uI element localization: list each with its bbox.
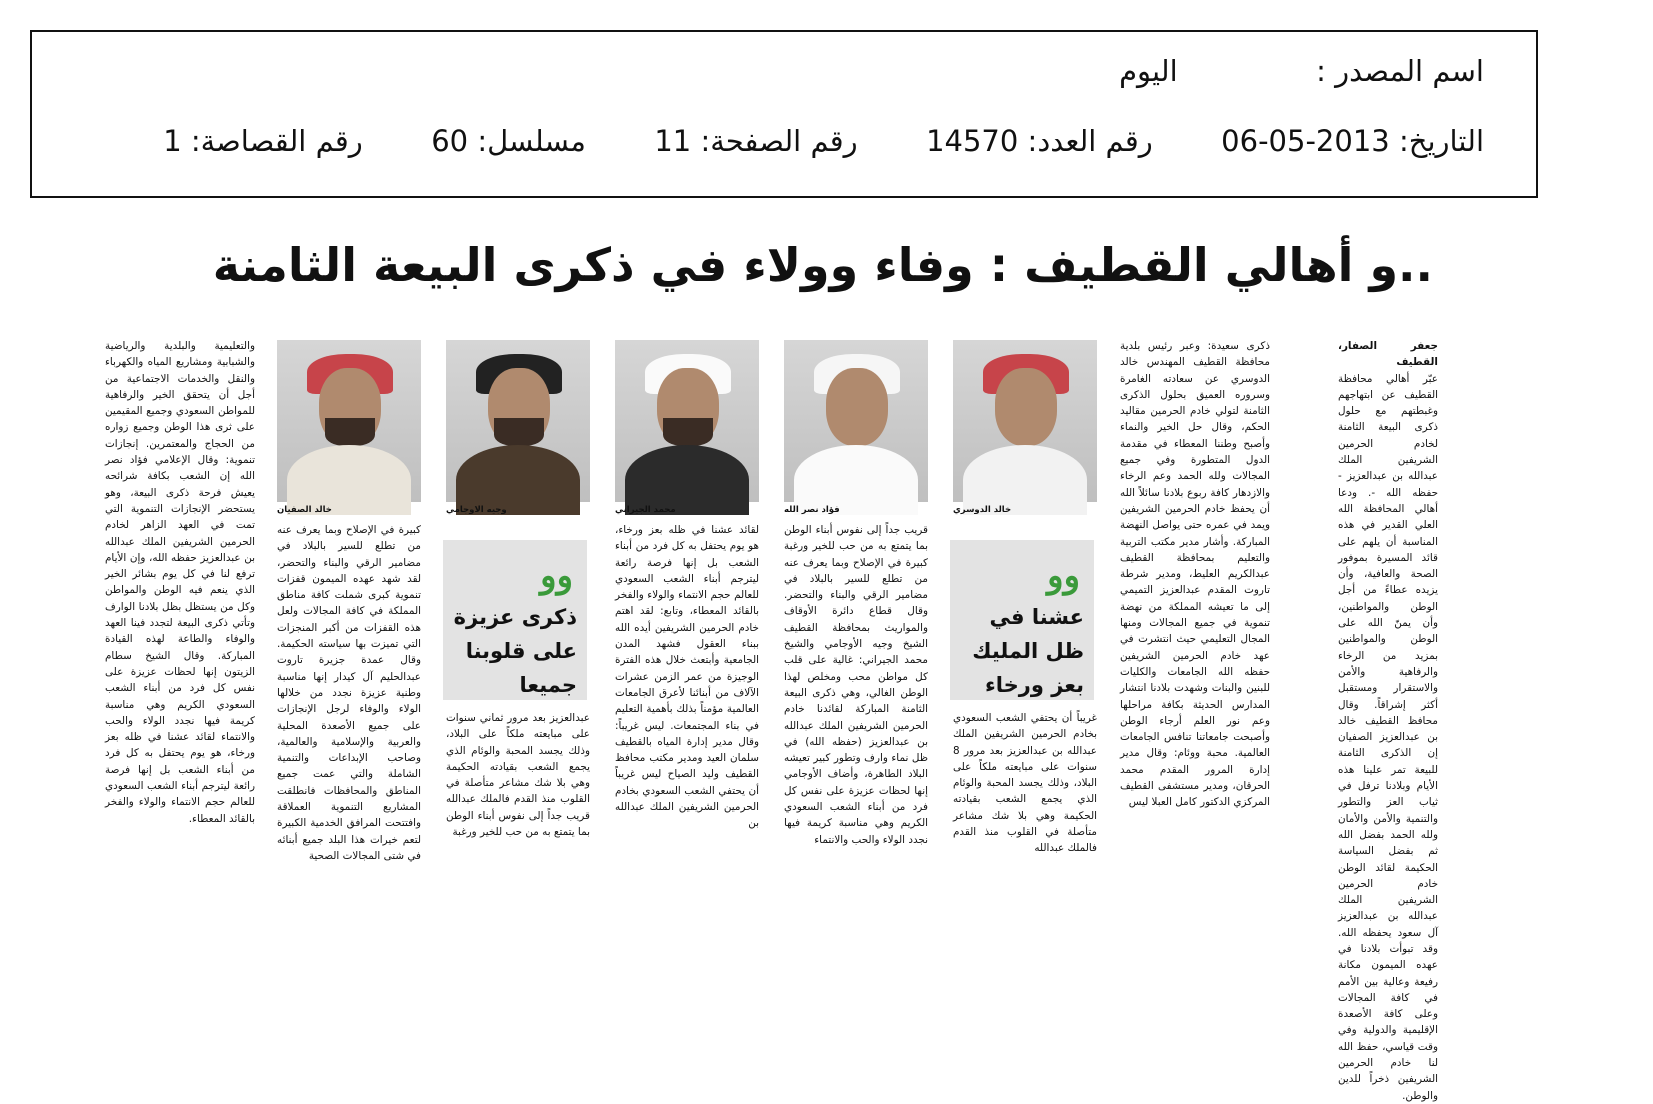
text-column-3 bbox=[953, 710, 1097, 870]
quote-mark-icon: وو bbox=[540, 556, 573, 596]
photo-caption-3: محمد الجيراني bbox=[615, 505, 676, 515]
date-value: 2013-05-06 bbox=[1221, 124, 1390, 158]
date-label: التاريخ: bbox=[1398, 124, 1484, 158]
pull-quote-1 bbox=[950, 540, 1094, 700]
pull-quote-2 bbox=[443, 540, 587, 700]
source-row bbox=[1119, 54, 1484, 88]
text-column-7 bbox=[277, 522, 421, 867]
article-headline: ..و أهالي القطيف : وفاء وولاء في ذكرى البيعة الثامنة bbox=[212, 238, 1433, 292]
photo-caption-1: خالد الدوسري bbox=[953, 505, 1012, 515]
source-info-box bbox=[30, 30, 1538, 198]
clip-value: 1 bbox=[163, 124, 182, 158]
portrait-photo-4 bbox=[446, 340, 590, 502]
text-column-4 bbox=[784, 522, 928, 867]
quote-text: ذكرى عزيزة على قلوبنا جميعا bbox=[453, 605, 577, 697]
page-value: 11 bbox=[654, 124, 692, 158]
text-column-2 bbox=[1120, 338, 1270, 878]
issue-label: رقم العدد: bbox=[1027, 124, 1153, 158]
quote-text: عشنا في ظل المليك بعز ورخاء bbox=[972, 605, 1084, 697]
quote-mark-icon: وو bbox=[1047, 556, 1080, 596]
text-column-5 bbox=[615, 522, 759, 867]
issue-value: 14570 bbox=[926, 124, 1019, 158]
photo-caption-2: فؤاد نصر الله bbox=[784, 505, 840, 515]
text-column-6 bbox=[446, 710, 590, 870]
source-label: اسم المصدر : bbox=[1316, 54, 1484, 88]
column-text: ذكرى سعيدة: وعبر رئيس بلدية محافظة القطيف المهندس خالد الدوسري عن سعادته الغامرة وسروره العميق بحلول الذكرى الثامنة لتولي خادم الحرمين مقاليد الحكم، وقال حل الخير والنماء وأصبح وطننا المعطاء في مقدمة الدول المتطورة وفي جميع المجالات ولله الحمد وعم الرخاء والازدهار كافة ربوع بلادنا سائلاً الله أن يحفظ خادم الحرمين الشريفين ويمد في عمره حتى يواصل النهضة المباركة. وأشار مدير مكتب التربية والتعليم بمحافظة القطيف عبدالكريم العليط، ومدير شرطة تاروت المقدم عبدالعزيز التميمي إلى ما تعيشه المملكة من نهضة تنموية في جميع المجالات ومنها المجال التعليمي حيث انتشرت في عهد خادم الحرمين الشريفين حفظه الله الجامعات والكليات للبنين والبنات وشهدت بلادنا انتشار المدارس الحديثة بكافة مراحلها وعم نور العلم أرجاء الوطن وأصبحت جامعاتنا تنافس الجامعات العالمية. محبة ووئام: وقال مدير إدارة المرور المقدم محمد الحرقان، ومدير مستشفى القطيف المركزي الدكتور كامل العبلا ليس bbox=[1120, 340, 1270, 809]
column-text: قريب جداً إلى نفوس أبناء الوطن بما يتمتع به من حب للخير ورغبة كبيرة في الإصلاح وبما يعرف عنه من تطلع للسير بالبلاد في مضامير الرقي والبناء والتحضر. وقال قطاع دائرة الأوقاف والمواريث بمحافظة القطيف الشيخ وجيه الأوجامي والشيخ محمد الجيراني: غالية على قلب كل مواطن محب ومخلص لهذا الوطن الغالي، وهي ذكرى البيعة الثامنة المباركة لقائدنا خادم الحرمين الشريفين الملك عبدالله بن عبدالعزيز (حفظه الله) في ظل نماء وارف وتطور كبير تعيشه البلاد الطاهرة، وأضاف الأوجامي إنها لحظات عزيزة على نفس كل فرد من أبناء الشعب السعودي الكريم وهي مناسبة كريمة فيها نجدد الولاء والحب والانتماء bbox=[784, 524, 928, 846]
serial-value: 60 bbox=[431, 124, 469, 158]
column-text: لقائد عشنا في ظله بعز ورخاء، هو يوم يحتفل به كل فرد من أبناء الشعب بل إنها فرصة رائعة ليترجم أبناء الشعب السعودي للعالم حجم الانتماء والولاء والفخر بالقائد المعطاء، وتابع: لقد اهتم خادم الحرمين الشريفين أيده الله ببناء العقول فشهد المدن الجامعية وأبتعث خلال هذه الفترة الوجيزة من عمر الزمن عشرات الآلاف من أبنائنا لأعرق الجامعات العالمية مؤمناً بذلك بأهمية التعليم في بناء المجتمعات. ليس غريباً: وقال مدير إدارة المياه بالقطيف سلمان العيد ومدير مكتب محافظ القطيف وليد الصياح ليس غريباً أن يحتفي الشعب السعودي بخادم الحرمين الشريفين الملك عبدالله بن bbox=[615, 524, 759, 830]
portrait-photo-3 bbox=[615, 340, 759, 502]
column-text: كبيرة في الإصلاح وبما يعرف عنه من تطلع للسير بالبلاد في مضامير الرقي والبناء والتحضر، لقد شهد عهده الميمون قفزات تنموية كبرى شملت كافة مناطق المملكة في كافة المجالات ولعل هذه القفزات من أكبر المنجزات التي تميزت بها سياسته الحكيمة. وقال عمدة جزيرة تاروت عبدالحليم آل كيدار إنها مناسبة وطنية عزيزة نجدد من خلالها الولاء والوفاء لرجل الإنجازات على جميع الأصعدة المحلية والعربية والإسلامية والعالمية، وصاحب الإبداعات والتنمية الشاملة والتي عمت جميع المناطق والمحافظات فانطلقت المشاريع التنموية العملاقة وافتتحت المرافق الخدمية الكبيرة لتعم خيرات هذا البلد جميع أبنائه في شتى المجالات الصحية bbox=[277, 524, 421, 862]
portrait-photo-2 bbox=[784, 340, 928, 502]
portrait-photo-1 bbox=[953, 340, 1097, 502]
byline: جعفر الصفار، القطيف bbox=[1338, 340, 1438, 369]
text-column-8 bbox=[105, 338, 255, 878]
column-text: عبّر أهالي محافظة القطيف عن ابتهاجهم وغبطتهم مع حلول ذكرى البيعة الثامنة لخادم الحرمين الشريفين الملك عبدالله بن عبدالعزيز - حفظه الله -. ودعا أهالي المحافظة الله العلي القدير في هذه المناسبة أن يلهم على قائد المسيرة بموفور الصحة والعافية، وأن يزيده عطاءً من أجل الوطن والمواطنين، وأن يمنّ الله على الوطن والمواطنين بمزيد من الرخاء والرفاهية والأمن والاستقرار ومستقبل أكثر إشراقاً. وقال محافظ القطيف خالد بن عبدالعزيز الصفيان إن الذكرى الثامنة للبيعة تمر علينا هذه الأيام وبلادنا ترفل في ثياب العز والتطور والتنمية والأمن والأمان ولله الحمد بفضل الله ثم بفضل السياسة الحكيمة لقائد الوطن خادم الحرمين الشريفين الملك عبدالله بن عبدالعزيز آل سعود يحفظه الله. وقد تبوأت بلادنا في عهده الميمون مكانة رفيعة وعالية بين الأمم في كافة المجالات وعلى كافة الأصعدة الإقليمية والدولية وفي وقت قياسي، حفظ الله لنا خادم الحرمين الشريفين ذخراً للدين والوطن. bbox=[1338, 372, 1438, 1102]
clip-label: رقم القصاصة: bbox=[190, 124, 363, 158]
photo-caption-5: خالد الصفيان bbox=[277, 505, 332, 515]
column-text: غريباً أن يحتفي الشعب السعودي بخادم الحرمين الشريفين الملك عبدالله بن عبدالعزيز بعد مرور 8 سنوات على مبايعته ملكاً على البلاد، وذلك يجسد المحبة والوئام الذي يجمع الشعب بقيادته الحكيمة وهي بلا شك مشاعر متأصلة في القلوب منذ القدم فالملك عبدالله bbox=[953, 712, 1097, 855]
text-column-1 bbox=[1338, 338, 1438, 1102]
photo-caption-4: وجيه الاوجامي bbox=[446, 505, 507, 515]
column-text: عبدالعزيز بعد مرور ثماني سنوات على مبايعته ملكاً على البلاد، وذلك يجسد المحبة والوئام الذي يجمع الشعب بقيادته الحكيمة وهي بلا شك مشاعر متأصلة في القلوب منذ القدم فالملك عبدالله قريب جداً إلى نفوس أبناء الوطن بما يتمتع به من حب للخير ورغبة bbox=[446, 712, 590, 839]
column-text: والتعليمية والبلدية والرياضية والشبابية ومشاريع المياه والكهرباء والنقل والخدمات الاجتماعية من أجل أن يتحقق الخير والرفاهية للمواطن السعودي وجميع المقيمين على ثرى هذا الوطن وجميع زواره من الحجاج والمعتمرين. إنجازات تنموية: وقال الإعلامي فؤاد نصر الله إن الشعب بكافة شرائحه يعيش فرحة ذكرى البيعة، وهو يستحضر الإنجازات التنموية التي تمت في العهد الزاهر لخادم الحرمين الشريفين الملك عبدالله بن عبدالعزيز حفظه الله، وإن الأيام ترفع لنا في كل يوم بشائر الخير الذي ينعم فيه الوطن والمواطن وكل من يستظل بظل بلادنا الوارف وتأتي ذكرى البيعة لتجدد فينا العهد والوفاء والطاعة لهذه القيادة المباركة. وقال الشيخ سطام الزيتون إنها لحظات عزيزة على نفس كل فرد من أبناء الشعب السعودي الكريم وهي مناسبة كريمة فيها نجدد الولاء والحب والانتماء لقائد عشنا في ظله بعز ورخاء، هو يوم يحتفل به كل فرد من أبناء الشعب بل إنها فرصة رائعة ليترجم أبناء الشعب السعودي للعالم حجم الانتماء والولاء والفخر بالقائد المعطاء. bbox=[105, 340, 255, 825]
serial-label: مسلسل: bbox=[477, 124, 586, 158]
details-row bbox=[163, 124, 1484, 158]
source-value: اليوم bbox=[1119, 54, 1178, 88]
page-label: رقم الصفحة: bbox=[700, 124, 858, 158]
portrait-photo-5 bbox=[277, 340, 421, 502]
